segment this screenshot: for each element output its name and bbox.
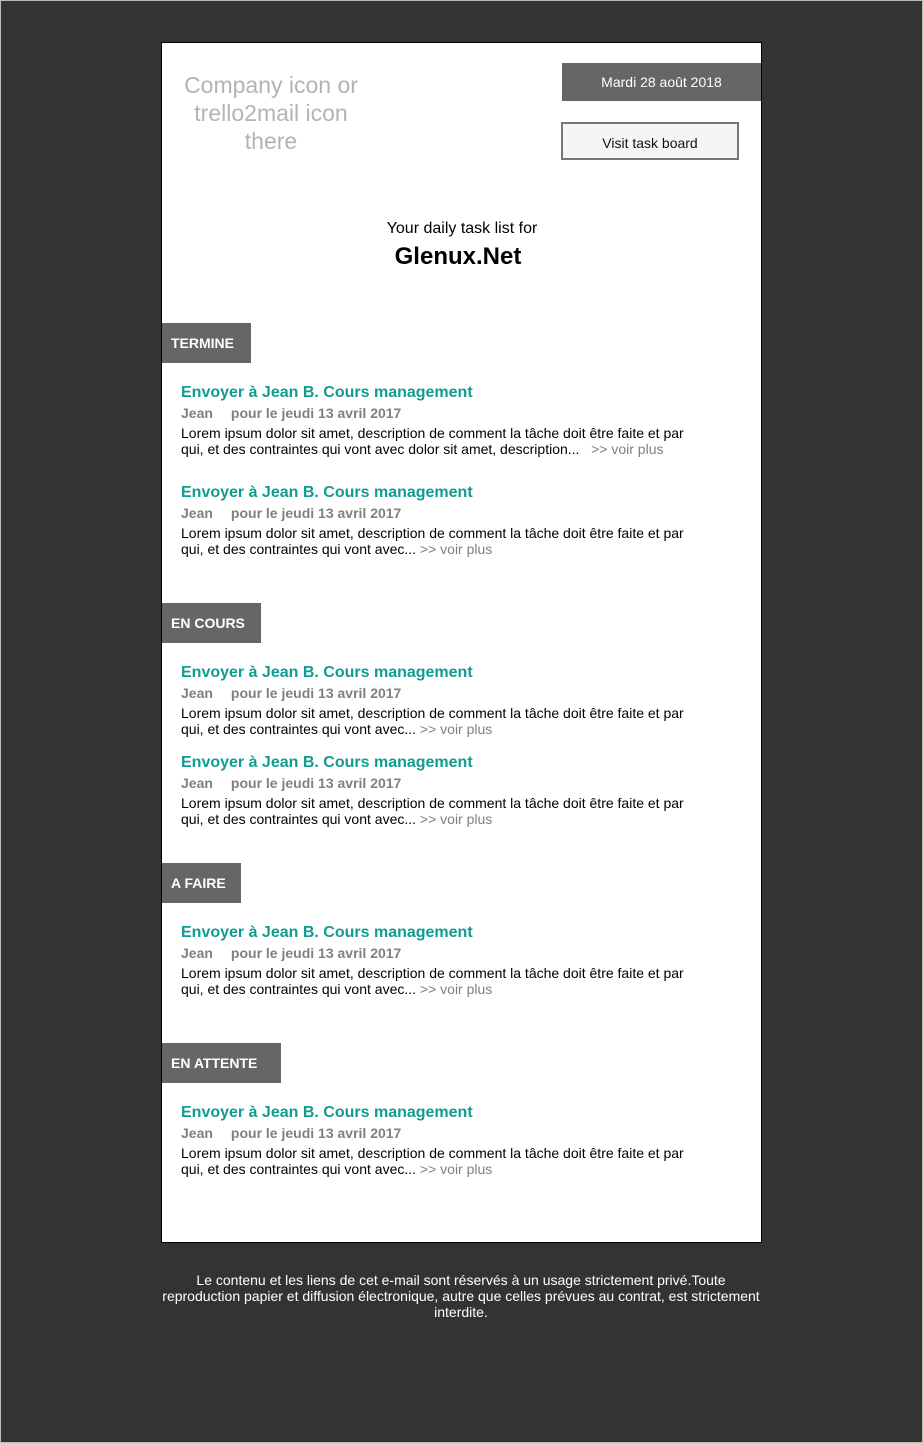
task-title-link[interactable]: Envoyer à Jean B. Cours management: [181, 664, 473, 681]
section-label-en-cours: EN COURS: [162, 603, 261, 643]
task-meta: [181, 403, 721, 423]
task-due-date: pour le jeudi 13 avril 2017: [230, 1125, 402, 1141]
task-title-link[interactable]: Envoyer à Jean B. Cours management: [181, 924, 473, 941]
task-description: [181, 425, 701, 457]
task-assignee: Jean: [181, 1125, 213, 1141]
task-meta: [181, 943, 721, 963]
task-assignee: Jean: [181, 775, 213, 791]
task-description-text: Lorem ipsum dolor sit amet, description de comment la tâche doit être faite et par qui, et des contraintes qui vont avec...: [181, 965, 684, 997]
visit-task-board-button[interactable]: Visit task board: [561, 122, 739, 160]
task-title-link[interactable]: Envoyer à Jean B. Cours management: [181, 754, 473, 771]
company-logo-placeholder: Company icon or trello2mail icon there: [184, 72, 358, 154]
task-description: [181, 965, 701, 997]
see-more-link[interactable]: >> voir plus: [591, 441, 664, 457]
section-label-a-faire: A FAIRE: [162, 863, 241, 903]
task-due-date: pour le jeudi 13 avril 2017: [230, 405, 402, 421]
task-due-date: pour le jeudi 13 avril 2017: [230, 945, 402, 961]
task-title-link[interactable]: Envoyer à Jean B. Cours management: [181, 484, 473, 501]
task-item: [181, 483, 721, 557]
task-description: [181, 1145, 701, 1177]
intro-line: Your daily task list for: [386, 220, 538, 237]
legal-footer: Le contenu et les liens de cet e-mail sont réservés à un usage strictement privé.Toute reproduction papier et diffusion électronique, autre que celles prévues au contrat, est strictement interdite.: [162, 1272, 760, 1320]
task-due-date: pour le jeudi 13 avril 2017: [230, 505, 402, 521]
task-assignee: Jean: [181, 945, 213, 961]
task-description-text: Lorem ipsum dolor sit amet, description de comment la tâche doit être faite et par qui, et des contraintes qui vont avec...: [181, 1145, 684, 1177]
task-meta: [181, 1123, 721, 1143]
task-description: [181, 795, 701, 827]
task-meta: [181, 773, 721, 793]
task-item: [181, 663, 721, 737]
task-item: [181, 1103, 721, 1177]
task-description-text: Lorem ipsum dolor sit amet, description de comment la tâche doit être faite et par qui, et des contraintes qui vont avec...: [181, 705, 684, 737]
task-assignee: Jean: [181, 405, 213, 421]
task-item: [181, 383, 721, 457]
task-due-date: pour le jeudi 13 avril 2017: [230, 685, 402, 701]
task-meta: [181, 503, 721, 523]
see-more-link[interactable]: >> voir plus: [419, 721, 493, 737]
task-description-text: Lorem ipsum dolor sit amet, description de comment la tâche doit être faite et par qui, et des contraintes qui vont avec...: [181, 525, 684, 557]
email-card: [161, 42, 762, 1243]
organization-name: Glenux.Net: [394, 243, 522, 270]
task-title-link[interactable]: Envoyer à Jean B. Cours management: [181, 1104, 473, 1121]
section-label-termine: TERMINE: [162, 323, 251, 363]
task-description-text: Lorem ipsum dolor sit amet, description de comment la tâche doit être faite et par qui, et des contraintes qui vont avec dolor sit amet, description...: [181, 425, 684, 457]
task-description: [181, 705, 701, 737]
task-title-link[interactable]: Envoyer à Jean B. Cours management: [181, 384, 473, 401]
date-banner: Mardi 28 août 2018: [562, 63, 761, 101]
task-assignee: Jean: [181, 505, 213, 521]
task-meta: [181, 683, 721, 703]
section-label-en-attente: EN ATTENTE: [162, 1043, 281, 1083]
task-description: [181, 525, 701, 557]
see-more-link[interactable]: >> voir plus: [419, 981, 493, 997]
task-item: [181, 923, 721, 997]
task-description-text: Lorem ipsum dolor sit amet, description de comment la tâche doit être faite et par qui, et des contraintes qui vont avec...: [181, 795, 684, 827]
see-more-link[interactable]: >> voir plus: [419, 1161, 493, 1177]
see-more-link[interactable]: >> voir plus: [419, 811, 493, 827]
see-more-link[interactable]: >> voir plus: [419, 541, 493, 557]
task-item: [181, 753, 721, 827]
task-due-date: pour le jeudi 13 avril 2017: [230, 775, 402, 791]
task-assignee: Jean: [181, 685, 213, 701]
